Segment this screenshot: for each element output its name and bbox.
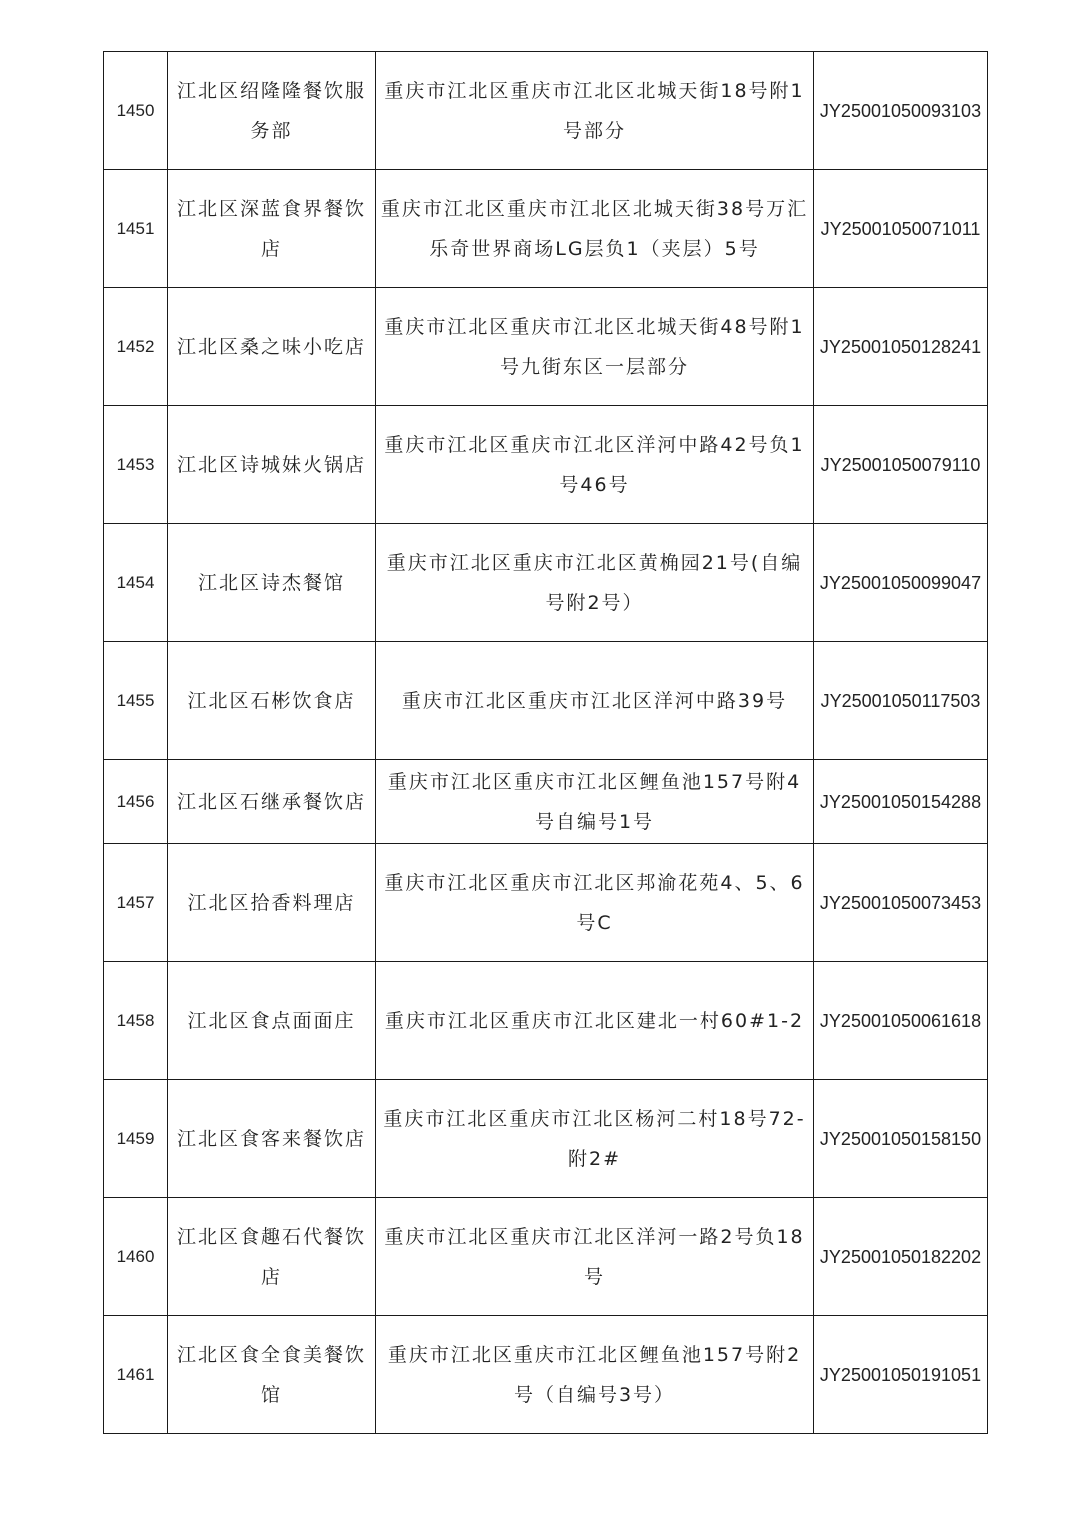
license-number: JY25001050079110 <box>814 406 988 524</box>
row-index: 1450 <box>104 52 168 170</box>
row-index: 1460 <box>104 1198 168 1316</box>
business-name: 江北区食全食美餐饮馆 <box>168 1316 376 1434</box>
business-name: 江北区食点面面庄 <box>168 962 376 1080</box>
row-index: 1461 <box>104 1316 168 1434</box>
business-name: 江北区绍隆隆餐饮服务部 <box>168 52 376 170</box>
business-name: 江北区拾香料理店 <box>168 844 376 962</box>
row-index: 1455 <box>104 642 168 760</box>
license-number: JY25001050191051 <box>814 1316 988 1434</box>
table-row <box>104 524 988 642</box>
license-number: JY25001050071011 <box>814 170 988 288</box>
row-index: 1456 <box>104 760 168 844</box>
table-row <box>104 406 988 524</box>
business-address: 重庆市江北区重庆市江北区鲤鱼池157号附2号（自编号3号） <box>376 1316 814 1434</box>
table-row <box>104 844 988 962</box>
table-row <box>104 962 988 1080</box>
business-name: 江北区桑之味小吃店 <box>168 288 376 406</box>
license-number: JY25001050128241 <box>814 288 988 406</box>
table-row <box>104 288 988 406</box>
business-name: 江北区石继承餐饮店 <box>168 760 376 844</box>
business-address: 重庆市江北区重庆市江北区邦渝花苑4、5、6号C <box>376 844 814 962</box>
license-number: JY25001050117503 <box>814 642 988 760</box>
row-index: 1457 <box>104 844 168 962</box>
table-row <box>104 170 988 288</box>
table-row <box>104 52 988 170</box>
table-row <box>104 760 988 844</box>
business-address: 重庆市江北区重庆市江北区北城天街48号附1号九街东区一层部分 <box>376 288 814 406</box>
license-number: JY25001050099047 <box>814 524 988 642</box>
business-address: 重庆市江北区重庆市江北区洋河一路2号负18号 <box>376 1198 814 1316</box>
business-address: 重庆市江北区重庆市江北区黄桷园21号(自编号附2号） <box>376 524 814 642</box>
row-index: 1454 <box>104 524 168 642</box>
business-address: 重庆市江北区重庆市江北区洋河中路42号负1号46号 <box>376 406 814 524</box>
business-name: 江北区食趣石代餐饮店 <box>168 1198 376 1316</box>
row-index: 1458 <box>104 962 168 1080</box>
table-row <box>104 642 988 760</box>
business-name: 江北区诗杰餐馆 <box>168 524 376 642</box>
license-number: JY25001050093103 <box>814 52 988 170</box>
row-index: 1451 <box>104 170 168 288</box>
license-number: JY25001050158150 <box>814 1080 988 1198</box>
business-address: 重庆市江北区重庆市江北区北城天街38号万汇乐奇世界商场LG层负1（夹层）5号 <box>376 170 814 288</box>
business-address: 重庆市江北区重庆市江北区杨河二村18号72-附2# <box>376 1080 814 1198</box>
row-index: 1459 <box>104 1080 168 1198</box>
business-name: 江北区石彬饮食店 <box>168 642 376 760</box>
license-number: JY25001050073453 <box>814 844 988 962</box>
business-address: 重庆市江北区重庆市江北区北城天街18号附1号部分 <box>376 52 814 170</box>
license-number: JY25001050061618 <box>814 962 988 1080</box>
business-address: 重庆市江北区重庆市江北区鲤鱼池157号附4号自编号1号 <box>376 760 814 844</box>
license-number: JY25001050154288 <box>814 760 988 844</box>
table-row <box>104 1080 988 1198</box>
business-name: 江北区诗城妹火锅店 <box>168 406 376 524</box>
business-address: 重庆市江北区重庆市江北区建北一村60#1-2 <box>376 962 814 1080</box>
business-license-table <box>103 51 988 1434</box>
license-number: JY25001050182202 <box>814 1198 988 1316</box>
table-row <box>104 1316 988 1434</box>
business-name: 江北区食客来餐饮店 <box>168 1080 376 1198</box>
business-address: 重庆市江北区重庆市江北区洋河中路39号 <box>376 642 814 760</box>
table-row <box>104 1198 988 1316</box>
business-name: 江北区深蓝食界餐饮店 <box>168 170 376 288</box>
row-index: 1453 <box>104 406 168 524</box>
row-index: 1452 <box>104 288 168 406</box>
